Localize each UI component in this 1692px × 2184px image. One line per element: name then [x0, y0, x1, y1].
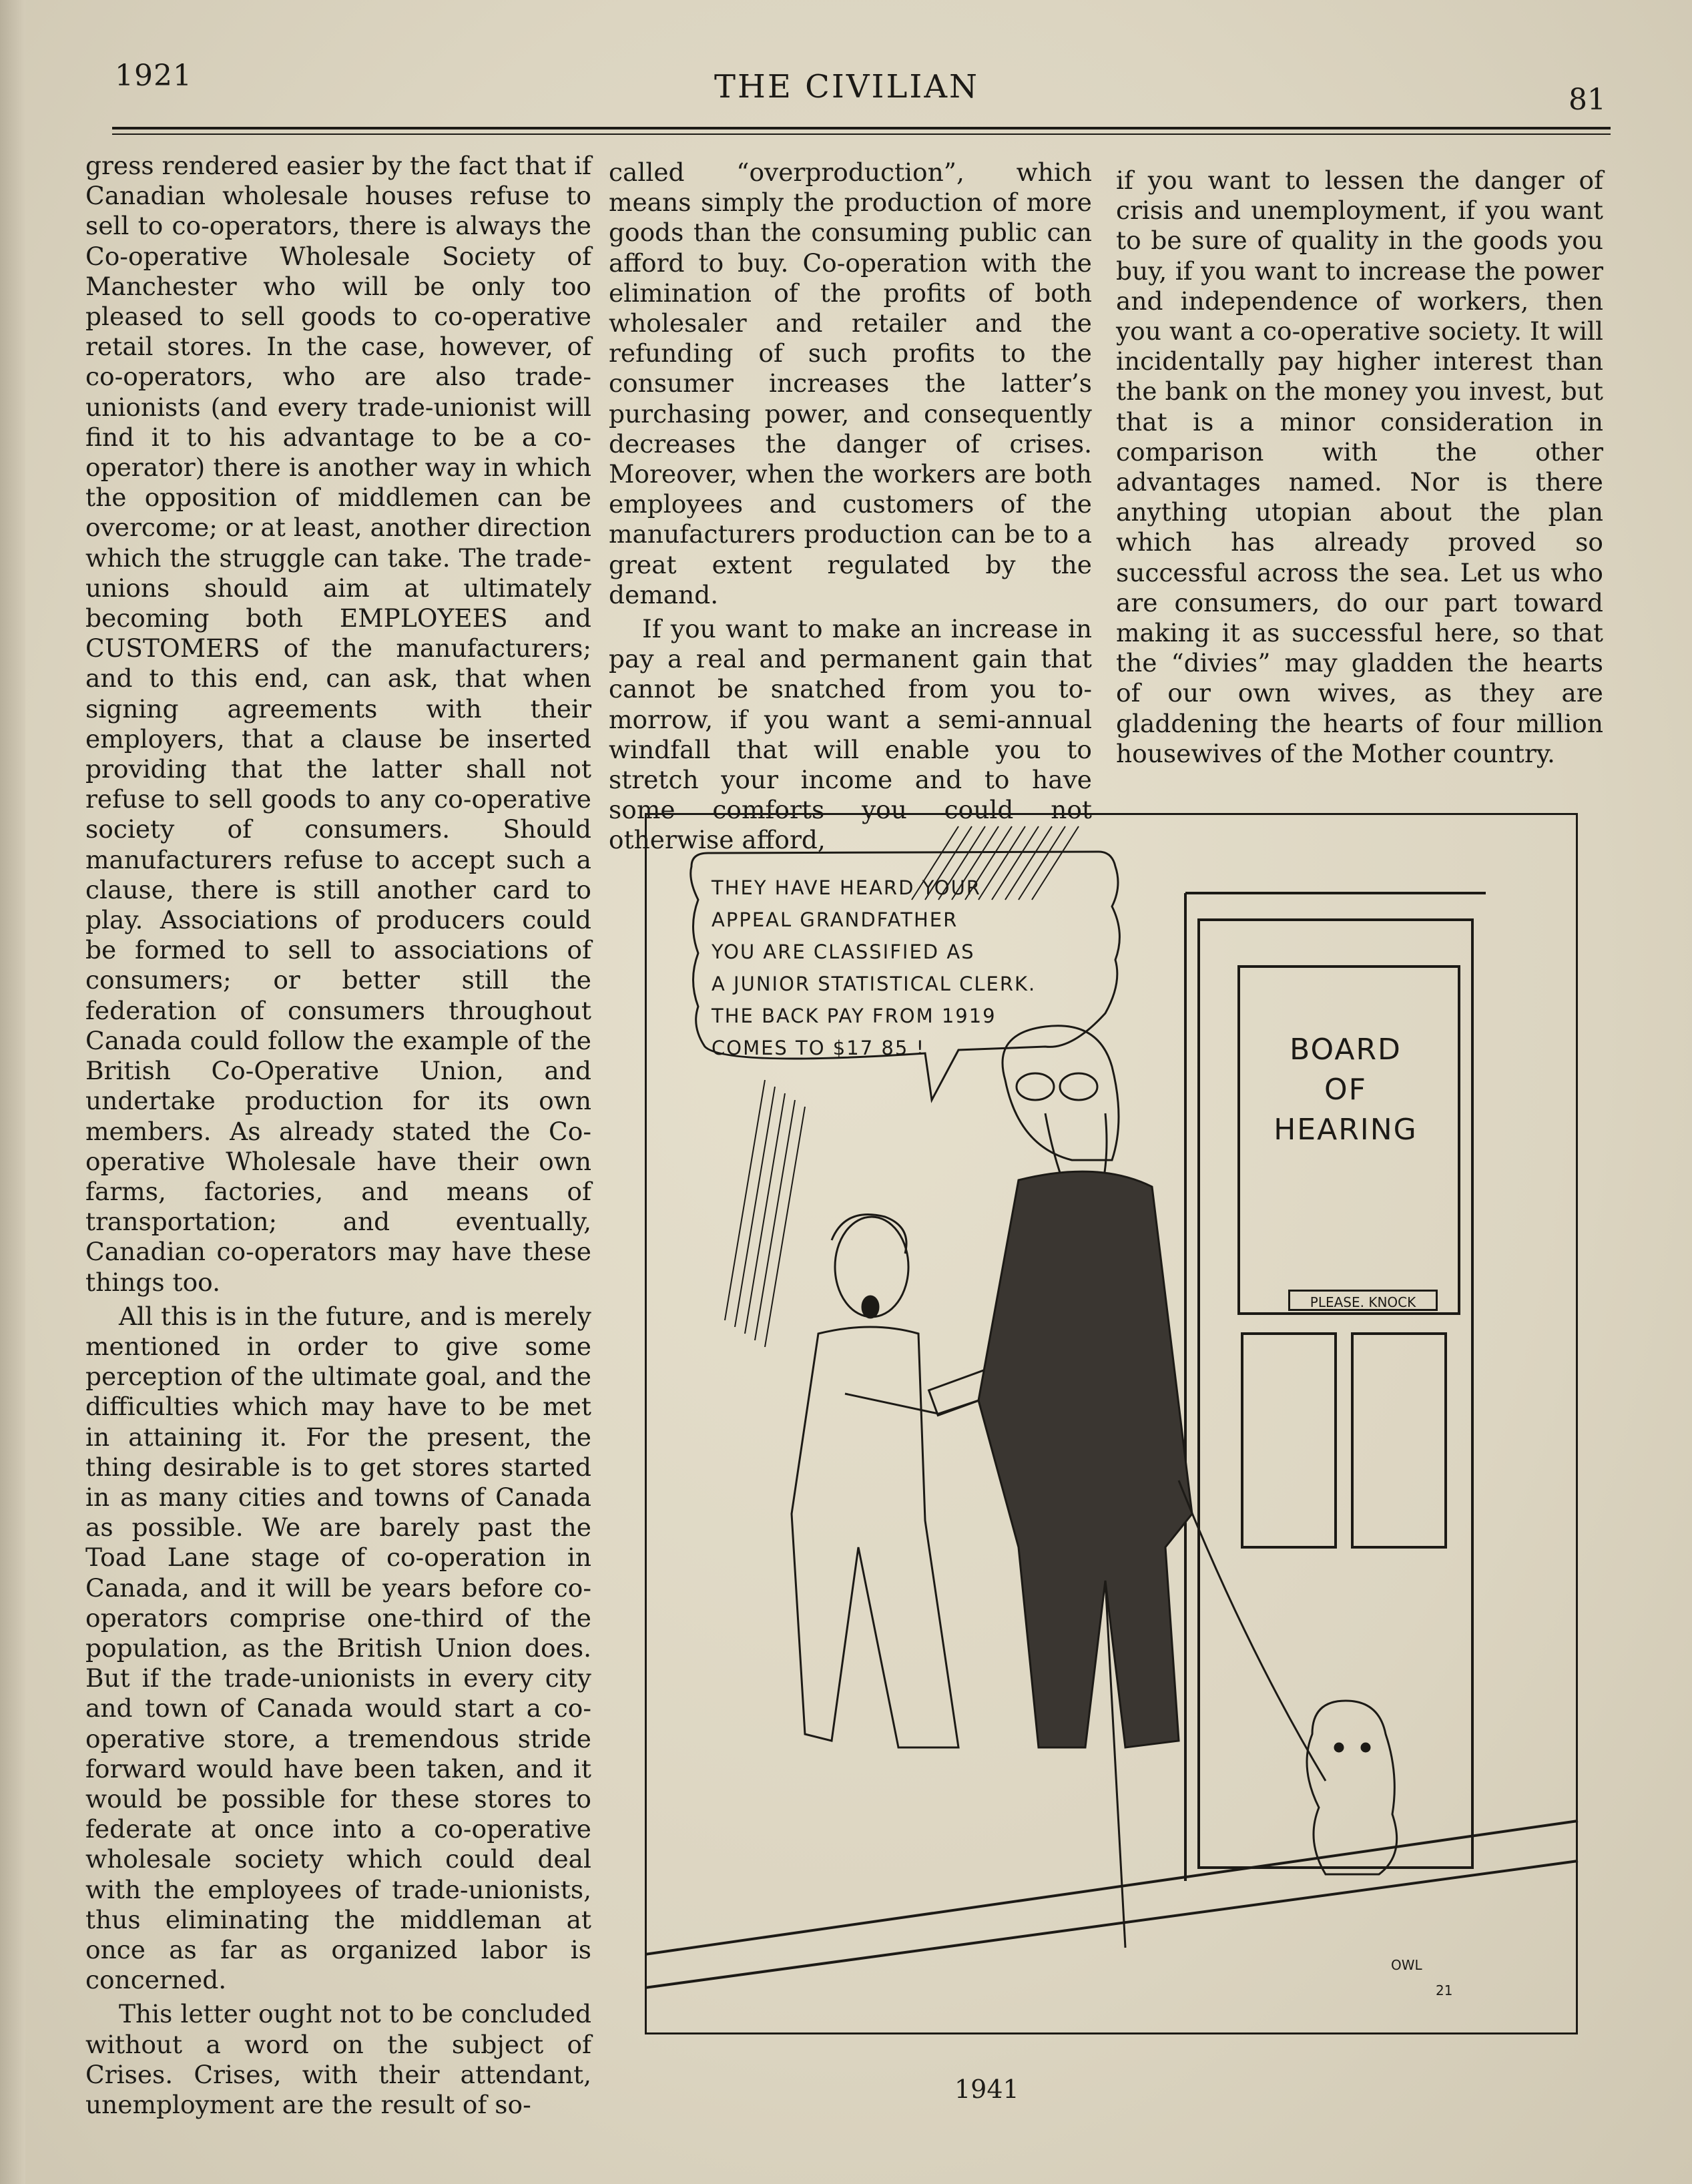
speech-bubble-text: [712, 872, 1112, 1064]
door-sign: [1259, 1030, 1432, 1150]
header-title: THE CIVILIAN: [714, 68, 979, 105]
artist-signature-year: 21: [1436, 1982, 1453, 1998]
speech-line: YOU ARE CLASSIFIED AS: [712, 940, 975, 963]
paragraph: if you want to lessen the danger of crisis and unemployment, if you want to be sure of quality in the goods you buy, if you want to increase the power and independence of workers, then you want a co-operative society. It will incidentally pay higher interest than the bank on the money you invest, but that is a minor consideration in comparison with the other advantages named. Nor is there anything utopian about the plan which has already proved so successful across the sea. Let us who are consumers, do our part toward making it as successful here, so that the “divies” may gladden the hearts of our own wives, as they are gladdening the hearts of four million housewives of the Mother country.: [1116, 166, 1603, 768]
paragraph: This letter ought not to be concluded without a word on the subject of Crises. Crises, with their attendant, unemployment are the result of so-: [85, 1999, 591, 2119]
speech-line: COMES TO $17 85 !: [712, 1037, 926, 1059]
text-column-3: [1116, 166, 1603, 769]
text-column-1: [85, 151, 591, 2120]
door-sign-line: OF: [1324, 1073, 1367, 1107]
old-man-figure: [978, 1026, 1192, 1948]
footer-number: 1941: [954, 2075, 1019, 2104]
speech-line: A JUNIOR STATISTICAL CLERK.: [712, 973, 1037, 995]
artist-signature: OWL: [1391, 1957, 1422, 1973]
editorial-cartoon: [645, 813, 1581, 2037]
text-column-2: [609, 158, 1092, 856]
paragraph: called “overproduction”, which means simply the production of more goods than the consuming public can afford to buy. Co-operation with the elimination of the profits of both wholesaler and retailer and the refunding of such profits to the consumer increases the latter’s purchasing power, and consequently decreases the danger of crises. Moreover, when the workers are both employees and customers of the manufacturers production can be to a great extent regulated by the demand.: [609, 158, 1092, 609]
hatching-wall: [725, 1080, 805, 1347]
door-sign-line: BOARD: [1290, 1033, 1402, 1067]
header-rule-thin: [112, 133, 1611, 135]
paragraph: gress rendered easier by the fact that if Canadian wholesale houses refuse to sell to co-operators, there is always the Co-operative Wholesale Society of Manchester who will be only too pleased to sell goods to co-operative retail stores. In the case, however, of co-operators, who are also trade-unionists (and every trade-unionist will find it to his advantage to be a co-operator) there is another way in which the opposition of middlemen can be overcome; or at least, another direction which the struggle can take. The trade-unions should aim at ultimately becoming both EMPLOYEES and CUSTOMERS of the manufacturers; and to this end, can ask, that when signing agreements with their employers, that a clause be inserted providing that the latter shall not refuse to sell goods to any co-operative society of consumers. Should manufacturers refuse to accept such a clause, there is still another card to play. Associations of producers could be formed to sell to associations of consumers; or better still the federation of consumers throughout Canada could follow the example of the British Co-Operative Union, and undertake production for its own members. As already stated the Co-operative Wholesale have their own farms, factories, and means of transportation; and eventually, Canadian co-operators may have these things too.: [85, 151, 591, 1297]
speech-line: APPEAL GRANDFATHER: [712, 908, 958, 931]
header-rule-thick: [112, 127, 1611, 129]
speech-line: THE BACK PAY FROM 1919: [712, 1005, 997, 1027]
paragraph: All this is in the future, and is merely mentioned in order to give some perception of the ultimate goal, and the difficulties which may have to be met in attaining it. For the present, the thing desirable is to get stores started in as many cities and towns of Canada as possible. We are barely past the Toad Lane stage of co-operation in Canada, and it will be years before co-operators comprise one-third of the population, as the British Union does. But if the trade-unionists in every city and town of Canada would start a co-operative store, a tremendous stride forward would have been taken, and it would be possible for these stores to federate at once into a co-operative wholesale society which could deal with the employees of trade-unionists, thus eliminating the middleman at once as far as organized labor is concerned.: [85, 1301, 591, 1995]
door-sign-line: HEARING: [1274, 1113, 1418, 1147]
dog-figure: [1179, 1480, 1397, 1874]
binding-gutter: [0, 0, 25, 2184]
header-page-number: 81: [1569, 83, 1606, 117]
header-year: 1921: [115, 59, 192, 93]
speech-line: THEY HAVE HEARD YOUR: [712, 876, 981, 899]
paragraph: If you want to make an increase in pay a real and permanent gain that cannot be snatched from you to-morrow, if you want a semi-annual windfall that will enable you to stretch your income and to have some comforts you could not otherwise afford,: [609, 614, 1092, 855]
boy-figure: [792, 1215, 995, 1747]
knock-sign: PLEASE. KNOCK: [1288, 1290, 1438, 1311]
floor: [645, 1821, 1578, 1988]
